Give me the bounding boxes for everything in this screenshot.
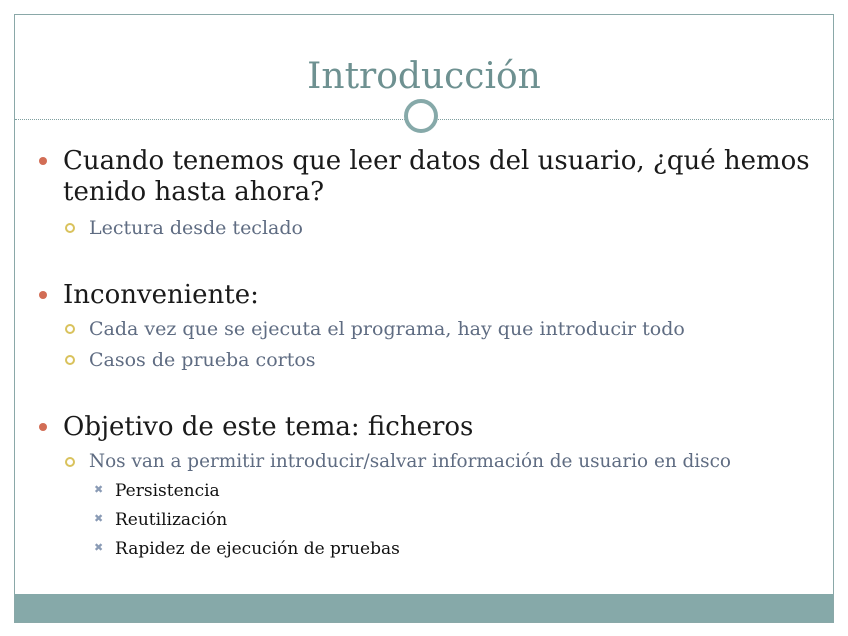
sub-sub-bullet-3 <box>94 538 400 560</box>
ring-ornament-icon <box>404 99 438 133</box>
bullet-1-line-1 <box>63 146 810 176</box>
dot-bullet-icon <box>39 423 47 431</box>
sub-bullet-2-2 <box>89 348 316 372</box>
ring-bullet-icon <box>65 324 75 334</box>
bullet-3 <box>63 412 473 442</box>
sub-bullet-text: Nos van a permitir introducir/salvar información de usuario en disco <box>89 451 731 472</box>
bullet-3-text: Objetivo de este tema: ficheros <box>63 412 474 442</box>
bullet-1-text: Cuando tenemos que leer datos del usuario, ¿qué hemos <box>63 146 810 176</box>
dot-bullet-icon <box>39 291 47 299</box>
sub-bullet-3-1 <box>89 450 731 474</box>
ring-bullet-icon <box>65 223 75 233</box>
dot-bullet-icon <box>39 157 47 165</box>
bullet-1-line-2 <box>63 177 324 207</box>
bullet-1-text-cont: tenido hasta ahora? <box>63 177 325 207</box>
bullet-2-text: Inconveniente: <box>63 280 259 310</box>
ring-bullet-icon <box>65 457 75 467</box>
ring-bullet-icon <box>65 355 75 365</box>
star-bullet-icon: ✖ <box>94 483 104 496</box>
sub-sub-bullet-text: Rapidez de ejecución de pruebas <box>115 539 400 559</box>
sub-sub-bullet-text: Persistencia <box>115 481 220 501</box>
slide <box>14 14 834 623</box>
sub-sub-bullet-text: Reutilización <box>115 510 228 530</box>
footer-accent-bar <box>15 594 833 622</box>
slide-title: Introducción <box>307 56 541 97</box>
sub-sub-bullet-1 <box>94 480 220 502</box>
sub-bullet-text: Lectura desde teclado <box>89 217 303 239</box>
bullet-2 <box>63 280 259 310</box>
sub-sub-bullet-2 <box>94 509 228 531</box>
star-bullet-icon: ✖ <box>94 512 104 525</box>
sub-bullet-text: Casos de prueba cortos <box>89 349 316 371</box>
sub-bullet-1-1 <box>89 216 303 240</box>
sub-bullet-2-1 <box>89 317 685 341</box>
sub-bullet-text: Cada vez que se ejecuta el programa, hay que introducir todo <box>89 318 685 340</box>
star-bullet-icon: ✖ <box>94 541 104 554</box>
